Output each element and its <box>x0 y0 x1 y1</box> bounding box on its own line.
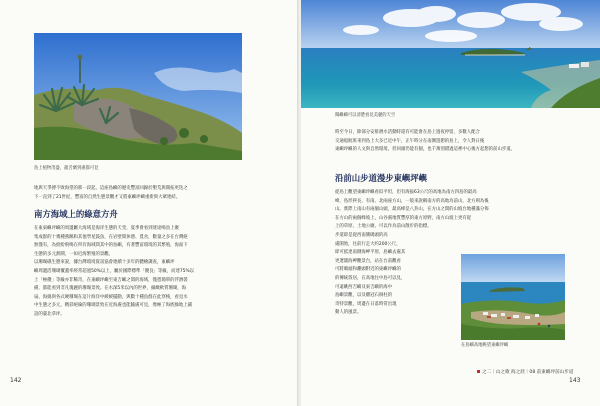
text-line: 從島上觀望東嶼坪嶼看似平坦，但有海拔63公尺的高地為南方四島的最高 <box>335 190 477 195</box>
text-line: 備，都能看到非凡瑰麗的珊瑚景致。在水深5米以內的世界，細緻軟質珊瑚，海 <box>34 286 187 292</box>
text-line: 生態的多元熱鬧，一如近海繁殖的景觀。 <box>34 251 114 257</box>
text-line: 設的臺北草坪。 <box>34 311 65 317</box>
running-footer <box>477 369 573 375</box>
text-line: 集成群的十幾種燕鷗和其他學星鼓魚，在岩壁間休憩、覓食，數量之多在台灣絕 <box>34 234 188 240</box>
text-line: 中生態之多元，精彩絕倫的珊瑚景致在近海處也能隨處可見，像極了海底綠地上鋪 <box>34 303 193 309</box>
text-line: 上「極優」等級亦非稀奇，在東嶼坪嶼至東吉嶼之間的海域，僅憑簡單的浮潛裝 <box>34 277 188 283</box>
right-page <box>301 0 600 406</box>
coastal-village-photo <box>461 254 565 340</box>
text-line: 島嶼景觀，以及雞冠石洞柱的 <box>335 293 393 299</box>
text-line: 東嶼坪嶼的人文與自然環境，但回頭仍能有個，也千萬別錯過這裡中心後方起想的前山步道。 <box>335 147 516 153</box>
text-line: 下一直到了21世紀，豐富的自然生態景觀才又將東嶼坪嶼重新與大眾連結。 <box>34 194 181 200</box>
intro-paragraph <box>34 185 266 202</box>
text-line: 可將碼頭和灘頭附近的東嶼坪嶼的 <box>335 267 401 273</box>
page-number: 142 <box>10 377 22 384</box>
text-line: 無僅有，為紛紛飛鳴在所有海域間其中的島嶼，有著豐富環境的其繁殖，海面下 <box>34 243 188 249</box>
section-heading: 南方海域上的綠意方舟 <box>34 209 118 219</box>
text-line: 時至今日，除部分安排潛水活動時還有可能會在島上過夜停留，多數人配合 <box>335 130 480 135</box>
text-line: 奇特景觀，周邊在日落時常出現 <box>335 301 397 307</box>
photo-caption: 閱嶼嶼可以清楚看見美麗的天空 <box>335 113 396 118</box>
text-line: 山。實際上南山有兩個山頭，最高峰是八卦山，在方山之間的山坡台地種滿分佈 <box>335 207 489 213</box>
body-paragraph-narrow <box>335 232 467 318</box>
text-line: 上的草原、土地公廟，可以作為前山散步的指標。 <box>335 224 432 230</box>
text-line: 可遠眺西吉嶼及東吉嶼的海中 <box>335 284 393 290</box>
text-line: 交通船航班來到島上大多已近中午，正午時分在南側遊憩的島上，令人對日後 <box>335 138 485 144</box>
page-number: 143 <box>569 377 581 384</box>
intro-paragraph <box>335 129 583 155</box>
body-paragraph <box>34 225 266 320</box>
text-line: 以珊瑚礁生態來說，據台灣環境資訊協會連續十多年的體檢調查，東嶼坪 <box>34 260 175 266</box>
ocean-island-photo <box>301 0 600 108</box>
text-line: 步道即是從西南側碼頭的高 <box>335 233 388 238</box>
text-line: 在東東嶼坪嶼的周邊屬大海域是海洋生態的天堂，夏季會看到迷途鳴鳥上聚 <box>34 226 179 231</box>
photo-caption: 在島嶼高地眺望東嶼坪嶼 <box>461 343 509 348</box>
section-marker <box>477 370 480 373</box>
text-line: 動人的風景。 <box>335 310 362 316</box>
agave-hillside-photo <box>34 33 242 160</box>
text-line: 的傳統殼居，在高地往中島可以見， <box>335 275 406 281</box>
text-line: 即可抵達南側海岬平原，島嶼去處其 <box>335 250 406 256</box>
text-line: 在方山的兩個峰坡上，山谷處地質豐厚的東方原野，南方山坡上更有從 <box>335 215 472 221</box>
text-line: 峰，島形狹長，有南、北兩座方山，一般來說稱南方的高地為前山，北方則為後 <box>335 198 489 204</box>
text-line: 嶼周邊活珊瑚覆蓋率經常超過50%以上，屬於國際標準「優良」等級，而達75%以 <box>34 268 195 274</box>
photo-caption: 島上植物茂盛，龍舌蘭到處都可見 <box>34 166 99 171</box>
left-page <box>0 0 299 406</box>
text-line: 扇、海綿與各式硬珊瑚在這片海洋中緩緩擺動，與數十種魚群在此穿梭，看見水 <box>34 294 188 300</box>
text-line: 地與天爭搏不敗海望的那一段起，這座島嶼的歷史豐富回歸於墾荒與開拓更迭之 <box>34 186 188 191</box>
body-paragraph <box>335 189 583 232</box>
text-line: 處開始，往前行走大約200公尺， <box>335 241 401 247</box>
section-heading: 沿前山步道漫步東嶼坪嶼 <box>335 173 428 183</box>
running-footer-text: 之二｜山之歌 海之涯｜08 前東嶼坪前山步道 <box>482 370 574 375</box>
text-line: 更遼闊海岬觀景台，站在台前觀看 <box>335 258 401 264</box>
